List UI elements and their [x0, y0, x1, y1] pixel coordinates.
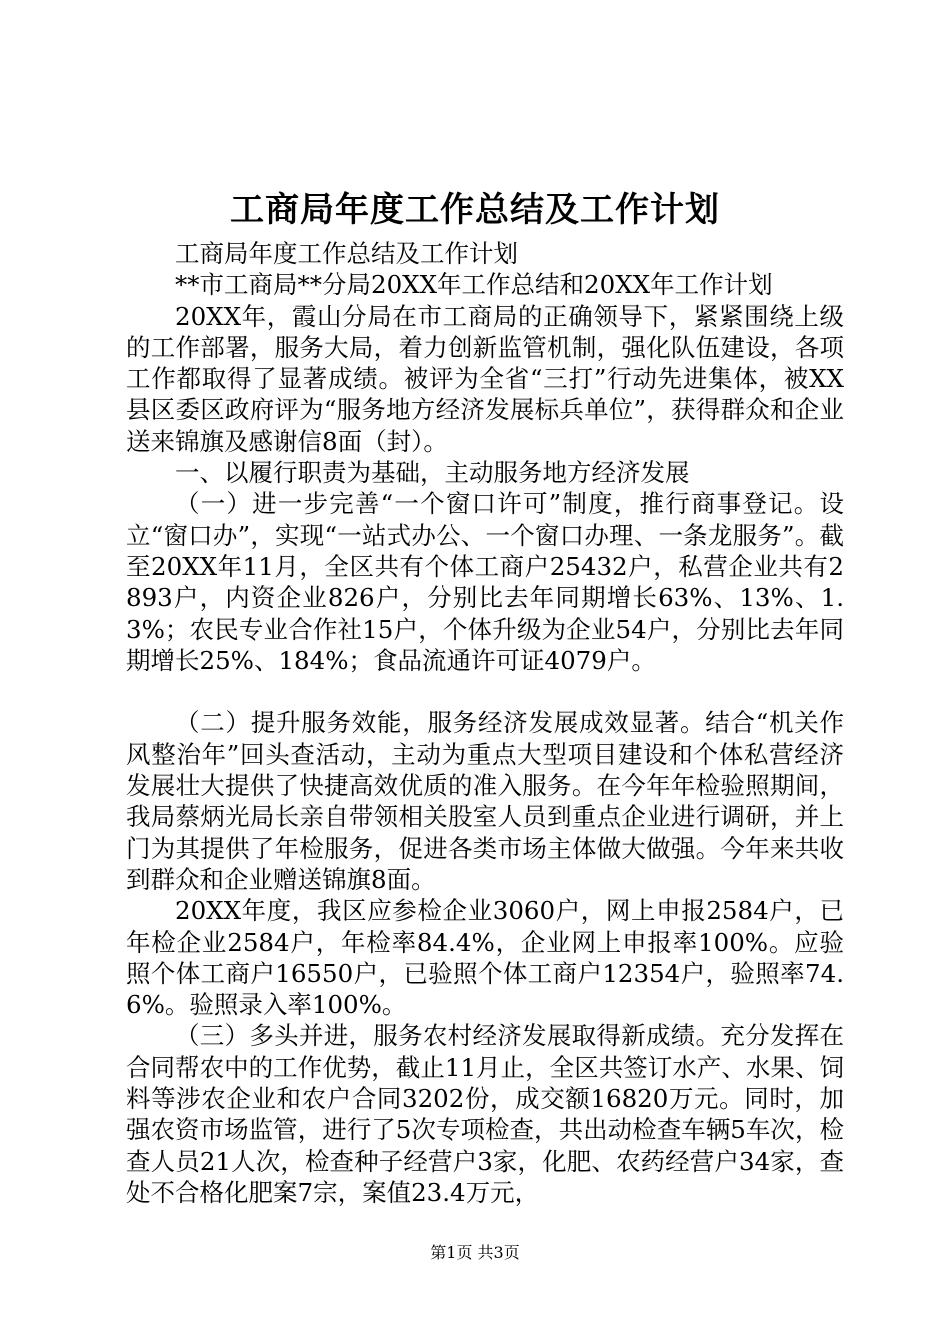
- section-1-item-1-paragraph: （一）进一步完善“一个窗口许可”制度，推行商事登记。设立“窗口办”，实现“一站式办公、一个窗口办理、一条龙服务”。截至20XX年11月，全区共有个体工商户25432户，私营企业共有2893户，内资企业826户，分别比去年同期增长63%、13%、1.3%；农民专业合作社15户，个体升级为企业54户，分别比去年同期增长25%、184%；食品流通许可证4079户。: [126, 489, 844, 675]
- document-body: [126, 238, 844, 1208]
- plan-heading-paragraph: **市工商局**分局20XX年工作总结和20XX年工作计划: [175, 270, 773, 300]
- section-1-item-3-paragraph: （三）多头并进，服务农村经济发展取得新成绩。充分发挥在合同帮农中的工作优势，截止11月止，全区共签订水产、水果、饲料等涉农企业和农户合同3202份，成交额16820万元。同时，加强农资市场监管，进行了5次专项检查，共出动检查车辆5车次，检查人员21人次，检查种子经营户3家，化肥、农药经营户34家，查处不合格化肥案7宗，案值23.4万元，: [126, 1021, 844, 1207]
- document-title: 工商局年度工作总结及工作计划: [230, 190, 720, 230]
- subtitle-paragraph: 工商局年度工作总结及工作计划: [175, 239, 518, 268]
- annual-inspection-paragraph: 20XX年度，我区应参检企业3060户，网上申报2584户，已年检企业2584户，年检率84.4%，企业网上申报率100%。应验照个体工商户16550户，已验照个体工商户12354户，验照率74.6%。验照录入率100%。: [126, 896, 844, 1020]
- section-heading-1: 一、以履行职责为基础，主动服务地方经济发展: [175, 458, 690, 488]
- page-footer: 第1页 共3页: [430, 1243, 520, 1262]
- intro-paragraph: 20XX年，霞山分局在市工商局的正确领导下，紧紧围绕上级的工作部署，服务大局，着力创新监管机制，强化队伍建设，各项工作都取得了显著成绩。被评为全省“三打”行动先进集体，被XX县区委区政府评为“服务地方经济发展标兵单位”，获得群众和企业送来锦旗及感谢信8面（封）。: [126, 301, 844, 456]
- section-1-item-2-paragraph: （二）提升服务效能，服务经济发展成效显著。结合“机关作风整治年”回头查活动，主动为重点大型项目建设和个体私营经济发展壮大提供了快捷高效优质的准入服务。在今年年检验照期间，我局蔡炳光局长亲自带领相关股室人员到重点企业进行调研，并上门为其提供了年检服务，促进各类市场主体做大做强。今年来共收到群众和企业赠送锦旗8面。: [126, 708, 844, 894]
